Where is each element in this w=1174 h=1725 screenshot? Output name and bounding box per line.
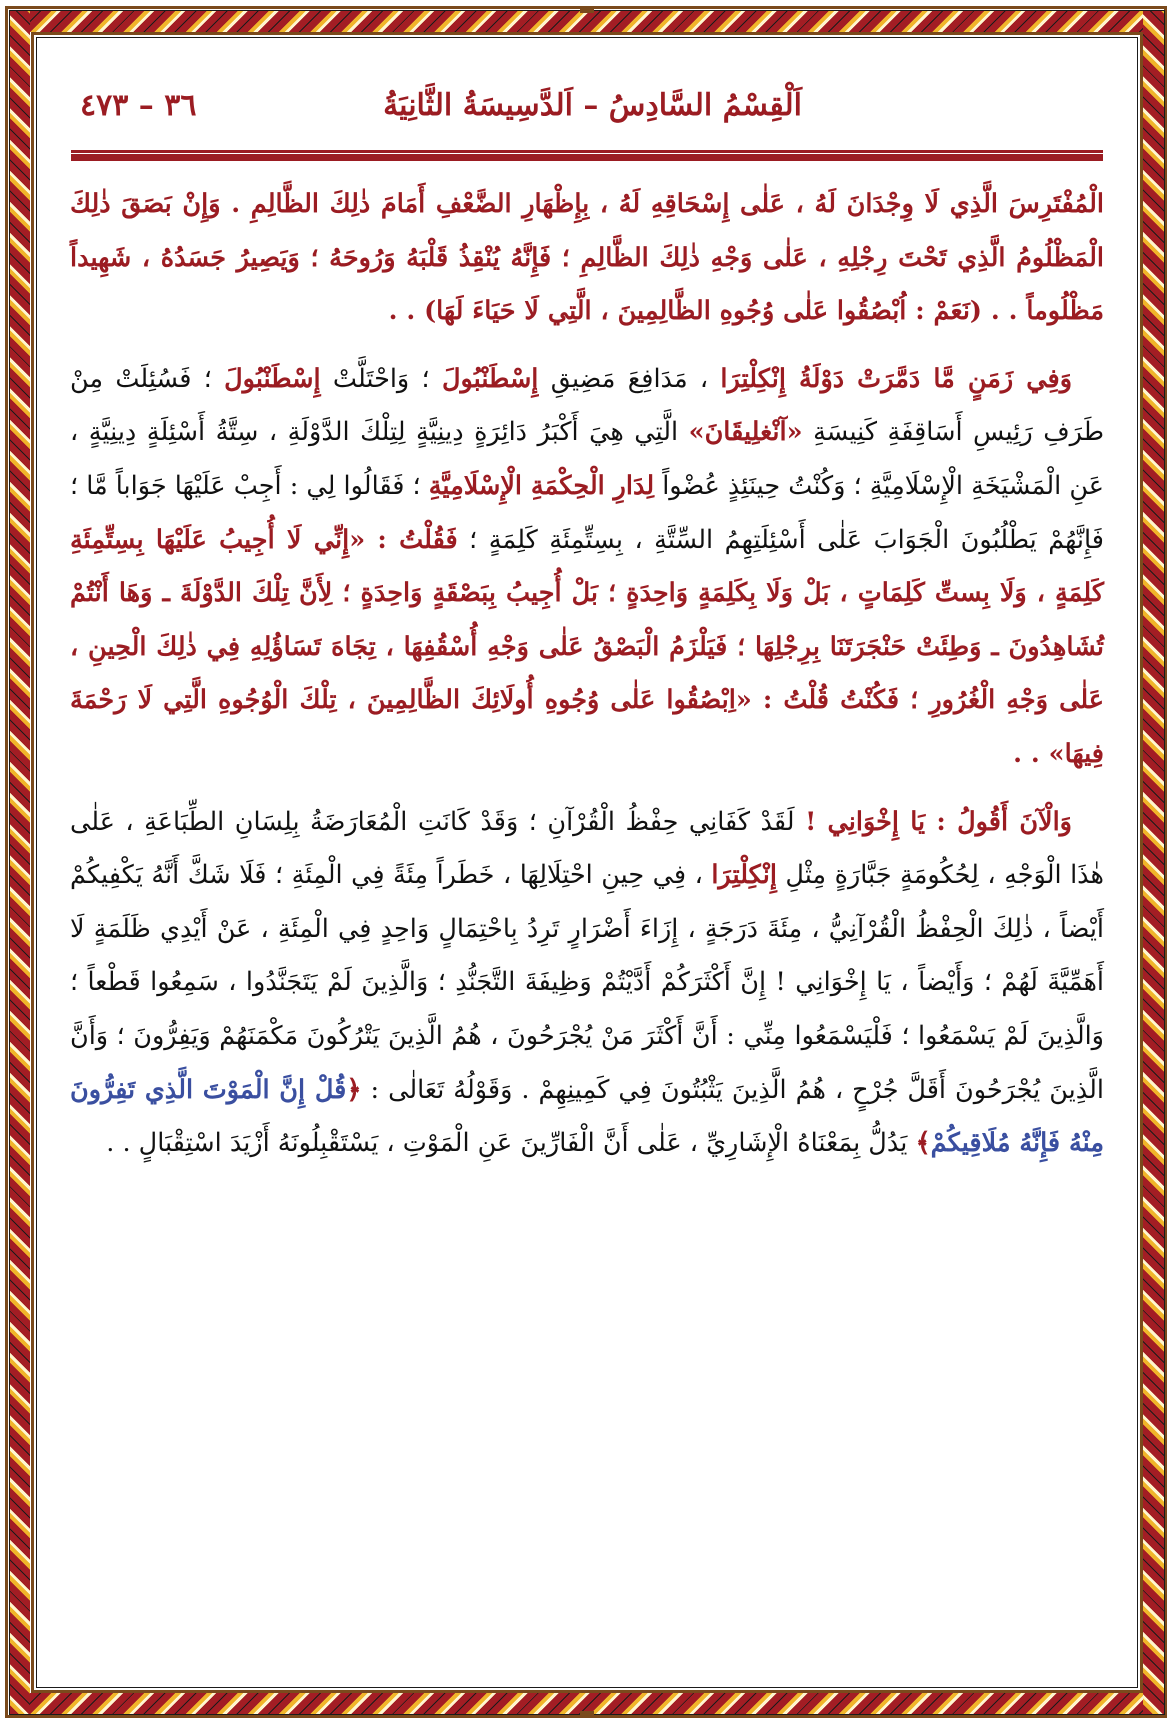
text-run: ؛ فَقَالُوا لِي : أَجِبْ عَلَيْهَا جَوَاباً مَّا ؛ فَإِنَّهُمْ يَطْلُبُونَ الْجَوَابَ عَلٰى أَسْئِلَتِهِمُ السِّتَّةِ ، بِسِتِّمِئَةِ كَلِمَةٍ ؛ bbox=[70, 470, 1104, 555]
paragraph bbox=[70, 353, 1104, 782]
body-text bbox=[70, 178, 1104, 1185]
text-run: الَّتِي هِيَ أَكْبَرُ دَائِرَةٍ دِينِيَّةٍ لِتِلْكَ الدَّوْلَةِ ، سِتَّةُ أَسْئِلَةٍ دِينِيَّةٍ ، عَنِ الْمَشْيَخَةِ الْإِسْلَامِيَّةِ ؛ وَكُنْتُ حِينَئِذٍ عُضْواً bbox=[70, 417, 1104, 501]
section-title: اَلْقِسْمُ السَّادِسُ – اَلدَّسِيسَةُ الثَّانِيَةُ bbox=[383, 88, 802, 123]
text-run: ؛ وَاحْتَلَّتْ bbox=[320, 363, 442, 394]
frame-top-center-tab bbox=[580, 7, 594, 13]
text-run: ، فِي حِينِ احْتِلَالِهَا ، خَطَراً مِئَةً فِي الْمِئَةِ ؛ فَلَا شَكَّ أَنَّهُ يَكْفِيكُمْ أَيْضاً ، ذٰلِكَ الْحِفْظُ الْقُرْآنِيُّ ، مِئَةَ دَرَجَةٍ ، إِزَاءَ أَضْرَارٍ تَرِدُ بِاحْتِمَالٍ وَاحِدٍ فِي الْمِئَةِ ، عَنْ أَيْدِي ظَلَمَةٍ لَا أَهَمِّيَّةَ لَهُمْ ؛ وَأَيْضاً ، يَا إِخْوَانِي ! إِنَّ أَكْثَرَكُمْ أَدَّيْتُمْ وَظِيفَةَ التَّجَنُّدِ ؛ وَالَّذِينَ لَمْ يَتَجَنَّدُوا ، سَمِعُوا قَطْعاً ؛ وَالَّذِينَ لَمْ يَسْمَعُوا ؛ فَلْيَسْمَعُوا مِنِّي : أَنَّ أَكْثَرَ مَنْ يُجْرَحُونَ ، هُمُ الَّذِينَ يَتْرُكُونَ مَكْمَنَهُمْ وَيَفِرُّونَ ؛ وَأَنَّ الَّذِينَ يُجْرَحُونَ أَقَلَّ جُرْحٍ ، هُمُ الَّذِينَ يَثْبُتُونَ فِي كَمِينِهِمْ . وَقَوْلُهُ تَعَالٰى : bbox=[70, 860, 1104, 1105]
running-header bbox=[72, 70, 1102, 140]
frame-bottom-center-tab bbox=[580, 1711, 594, 1717]
institution-name: لِدَارِ الْحِكْمَةِ الْإِسْلَامِيَّةِ bbox=[428, 470, 655, 501]
church-name-anglican: «آنْغلِيقَانَ» bbox=[688, 417, 803, 448]
place-name-england: إِنْكِلْتِرَا bbox=[711, 860, 777, 891]
text-run: ، مَدَافِعَ مَضِيقِ bbox=[538, 363, 721, 394]
header-rule-thick bbox=[71, 154, 1103, 161]
text-run: ؛ فَسُئِلَتْ مِنْ طَرَفِ رَئِيسِ أَسَاقِفَةِ كَنِيسَةِ bbox=[70, 363, 1104, 448]
page-reference: ٣٦ – ٤٧٣ bbox=[80, 88, 197, 123]
text-run: لَقَدْ كَفَانِي حِفْظُ الْقُرْآنِ ؛ وَقَدْ كَانَتِ الْمُعَارَضَةُ بِلِسَانِ الطِّبَاعَةِ ، عَلٰى هٰذَا الْوَجْهِ ، لِحُكُومَةٍ جَبَّارَةٍ مِثْلِ bbox=[70, 806, 1104, 891]
place-name-istanbul: إِسْطَنْبُولَ bbox=[224, 363, 321, 394]
emphasis-red: الْمُفْتَرِسَ الَّذِي لَا وِجْدَانَ لَهُ ، عَلٰى إِسْحَاقِهِ لَهُ ، بِإِظْهَارِ الضَّعْفِ أَمَامَ ذٰلِكَ الظَّالِمِ . وَإِنْ بَصَقَ ذٰلِكَ الْمَظْلُومُ الَّذِي تَحْتَ رِجْلِهِ ، عَلٰى وَجْهِ ذٰلِكَ الظَّالِمِ ؛ فَإِنَّهُ يُنْقِذُ قَلْبَهُ وَرُوحَهُ ؛ وَيَصِيرُ جَسَدُهُ ، شَهِيداً مَظْلُوماً . . (نَعَمْ : اُبْصُقُوا عَلٰى وُجُوهِ الظَّالِمِينَ ، الَّتِي لَا حَيَاءَ لَهَا) . . bbox=[70, 189, 1104, 327]
place-name-istanbul: إِسْطَنْبُولَ bbox=[441, 363, 539, 394]
emphasis-red-quote: فَقُلْتُ : «إِنِّي لَا أُجِيبُ عَلَيْهَا بِسِتِّمِئَةِ كَلِمَةٍ ، وَلَا بِستِّ كَلِمَاتٍ ، بَلْ وَلَا بِكَلِمَةٍ وَاحِدَةٍ ؛ بَلْ أُجِيبُ بِبَصْقَةٍ وَاحِدَةٍ ؛ لِأَنَّ تِلْكَ الدَّوْلَةَ ـ وَهَا أَنْتُمْ تُشَاهِدُونَ ـ وَطِئَتْ حَنْجَرَتَنَا بِرِجْلِهَا ؛ فَيَلْزَمُ الْبَصْقُ عَلٰى وَجْهِ أُسْقُفِهَا ، تِجَاهَ تَسَاؤُلِهِ فِي ذٰلِكَ الْحِينِ ، عَلٰى وَجْهِ الْغُرُورِ ؛ فَكُنْتُ قُلْتُ : «اِبْصُقُوا عَلٰى وُجُوهِ أُولَائِكَ الظَّالِمِينَ ، تِلْكَ الْوُجُوهِ الَّتِي لَا رَحْمَةَ فِيهَا» . . bbox=[70, 524, 1104, 769]
text-run: يَدُلُّ بِمَعْنَاهُ الْإِشَارِيِّ ، عَلٰى أَنَّ الْفَارِّينَ عَنِ الْمَوْتِ ، يَسْتَقْبِلُونَهُ أَزْيَدَ اسْتِقْبَالٍ . . bbox=[106, 1128, 916, 1159]
quran-bracket-close-icon: ﴾ bbox=[915, 1128, 931, 1159]
quran-bracket-open-icon: ﴿ bbox=[346, 1074, 362, 1105]
emphasis-red: وَفِي زَمَنٍ مَّا دَمَّرَتْ دَوْلَةُ إِنْكِلْتِرَا bbox=[720, 363, 1073, 394]
quran-verse: قُلْ إِنَّ الْمَوْتَ الَّذِي تَفِرُّونَ مِنْهُ فَإِنَّهُ مُلَاقِيكُمْ bbox=[70, 1074, 1104, 1159]
paragraph bbox=[70, 178, 1104, 339]
paragraph bbox=[70, 796, 1104, 1171]
emphasis-red: وَالْآنَ أَقُولُ : يَا إِخْوَانِي ! bbox=[805, 806, 1072, 837]
header-rule-thin bbox=[71, 150, 1103, 153]
